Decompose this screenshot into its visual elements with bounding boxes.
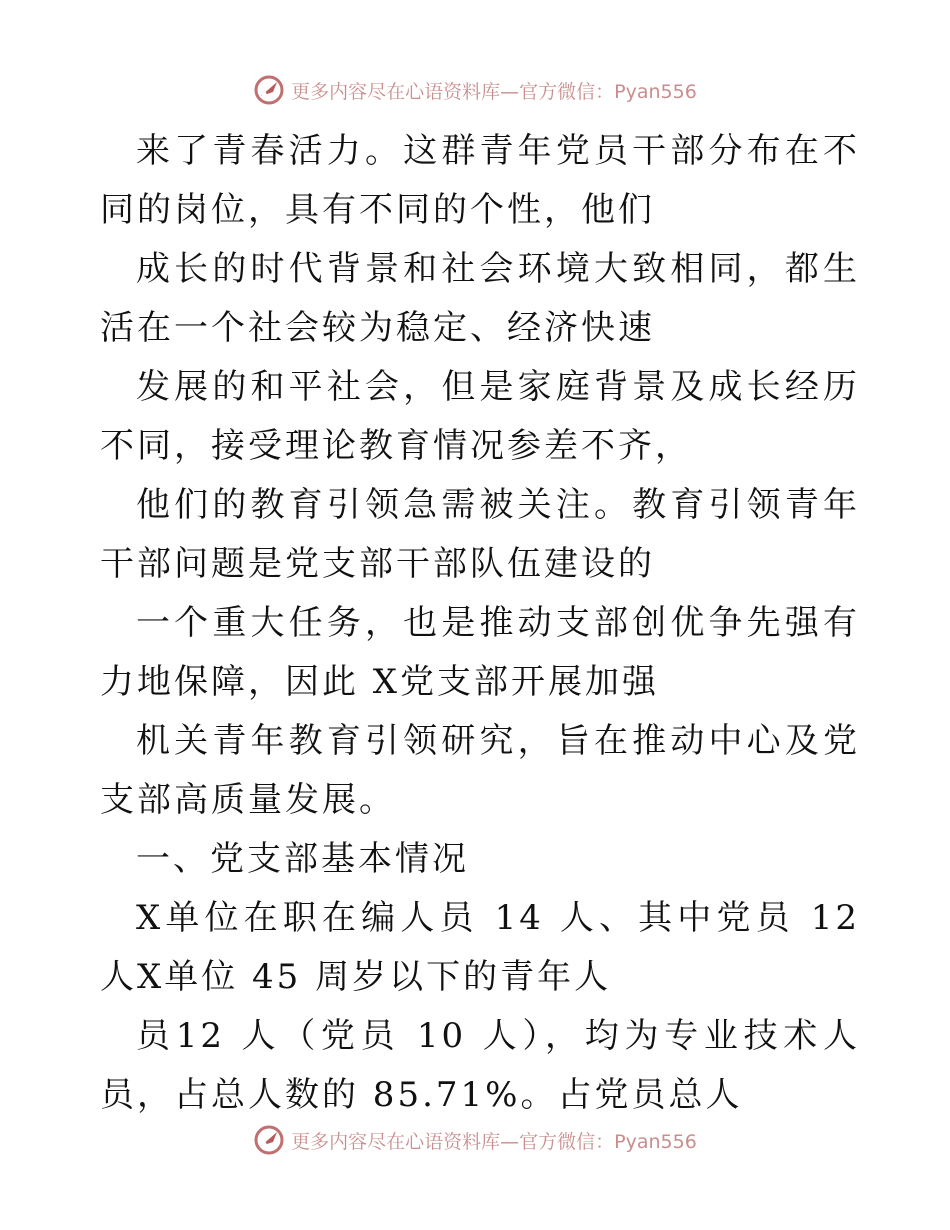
paragraph: 来了青春活力。这群青年党员干部分布在不同的岗位，具有不同的个性，他们 [100, 131, 860, 230]
paragraph: 发展的和平社会，但是家庭背景及成长经历不同，接受理论教育情况参差不齐， [100, 367, 860, 466]
paragraph: 机关青年教育引领研究，旨在推动中心及党支部高质量发展。 [100, 721, 860, 820]
watermark-text: 更多内容尽在心语资料库—官方微信：Pyan556 [291, 1130, 697, 1153]
footer-watermark [0, 1120, 950, 1160]
section-heading: 一、党支部基本情况 [136, 839, 469, 879]
document-body [100, 122, 860, 1125]
paragraph: X单位在职在编人员 14 人、其中党员 12 人X单位 45 周岁以下的青年人 [100, 898, 860, 997]
quill-logo-icon [253, 1124, 285, 1156]
header-watermark [0, 70, 950, 110]
paragraph: 成长的时代背景和社会环境大致相同，都生活在一个社会较为稳定、经济快速 [100, 249, 860, 348]
paragraph: 他们的教育引领急需被关注。教育引领青年干部问题是党支部干部队伍建设的 [100, 485, 860, 584]
quill-logo-icon [253, 74, 285, 106]
watermark-text: 更多内容尽在心语资料库—官方微信：Pyan556 [291, 80, 697, 103]
paragraph: 一个重大任务，也是推动支部创优争先强有力地保障，因此 X党支部开展加强 [100, 603, 860, 702]
paragraph: 员12 人（党员 10 人），均为专业技术人员，占总人数的 85.71%。占党员总人 [100, 1016, 860, 1115]
